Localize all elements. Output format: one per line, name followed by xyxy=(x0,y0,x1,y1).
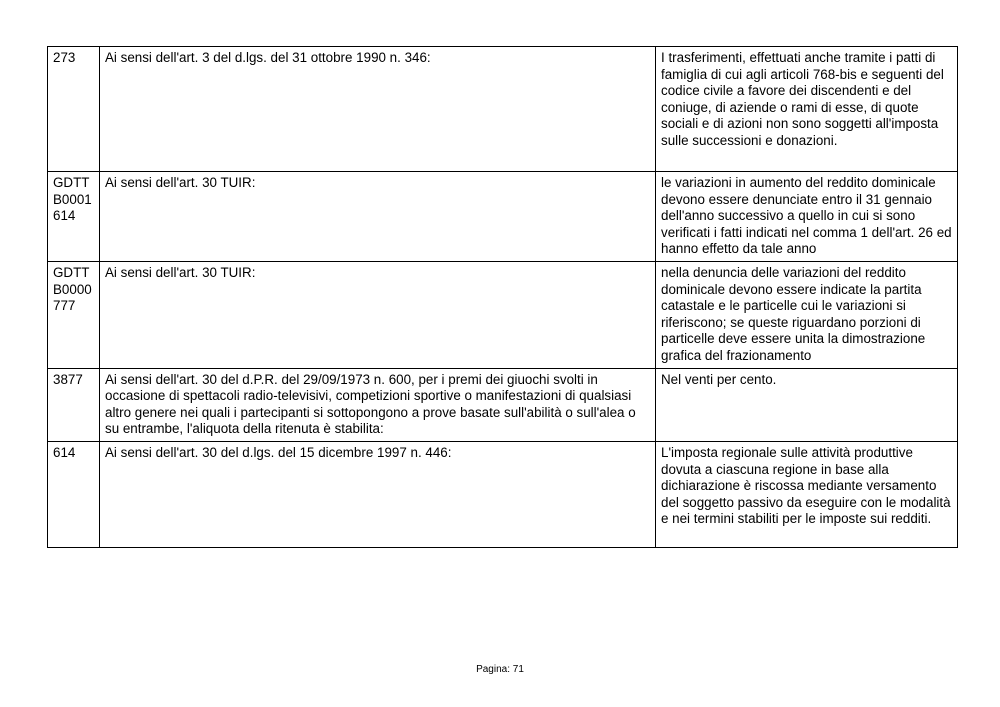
question-table xyxy=(47,46,958,548)
page-number: Pagina: 71 xyxy=(476,664,524,675)
row-question: Ai sensi dell'art. 30 TUIR: xyxy=(100,172,656,262)
table-row xyxy=(48,441,958,547)
row-id: GDTT B0000 777 xyxy=(48,261,100,368)
row-id: 614 xyxy=(48,441,100,547)
row-answer: I trasferimenti, effettuati anche tramite i patti di famiglia di cui agli articoli 768-bis e seguenti del codice civile a favore dei discendenti e del coniuge, di aziende o rami di esse, di quote sociali e di azioni non sono soggetti all'imposta sulle successioni e donazioni. xyxy=(656,47,958,172)
row-answer: le variazioni in aumento del reddito dominicale devono essere denunciate entro il 31 gennaio dell'anno successivo a quello in cui si sono verificati i fatti indicati nel comma 1 dell'art. 26 ed hanno effetto da tale anno xyxy=(656,172,958,262)
row-answer: L'imposta regionale sulle attività produttive dovuta a ciascuna regione in base alla dichiarazione è riscossa mediante versamento del soggetto passivo da eseguire con le modalità e nei termini stabiliti per le imposte sui redditi. xyxy=(656,441,958,547)
row-question: Ai sensi dell'art. 30 del d.P.R. del 29/09/1973 n. 600, per i premi dei giuochi svolti in occasione di spettacoli radio-televisivi, competizioni sportive o manifestazioni di qualsiasi altro genere nei quali i partecipanti si sottopongono a prove basate sull'abilità o sull'alea o su entrambe, l'aliquota della ritenuta è stabilita: xyxy=(100,368,656,441)
document-page xyxy=(47,46,957,548)
row-id: GDTT B0001 614 xyxy=(48,172,100,262)
table-row xyxy=(48,172,958,262)
table-row xyxy=(48,47,958,172)
row-question: Ai sensi dell'art. 3 del d.lgs. del 31 ottobre 1990 n. 346: xyxy=(100,47,656,172)
row-id: 3877 xyxy=(48,368,100,441)
row-question: Ai sensi dell'art. 30 TUIR: xyxy=(100,261,656,368)
table-row xyxy=(48,368,958,441)
row-question: Ai sensi dell'art. 30 del d.lgs. del 15 dicembre 1997 n. 446: xyxy=(100,441,656,547)
row-answer: Nel venti per cento. xyxy=(656,368,958,441)
table-row xyxy=(48,261,958,368)
row-answer: nella denuncia delle variazioni del reddito dominicale devono essere indicate la partita catastale e le particelle cui le variazioni si riferiscono; se queste riguardano porzioni di particelle deve essere unita la dimostrazione grafica del frazionamento xyxy=(656,261,958,368)
row-id: 273 xyxy=(48,47,100,172)
